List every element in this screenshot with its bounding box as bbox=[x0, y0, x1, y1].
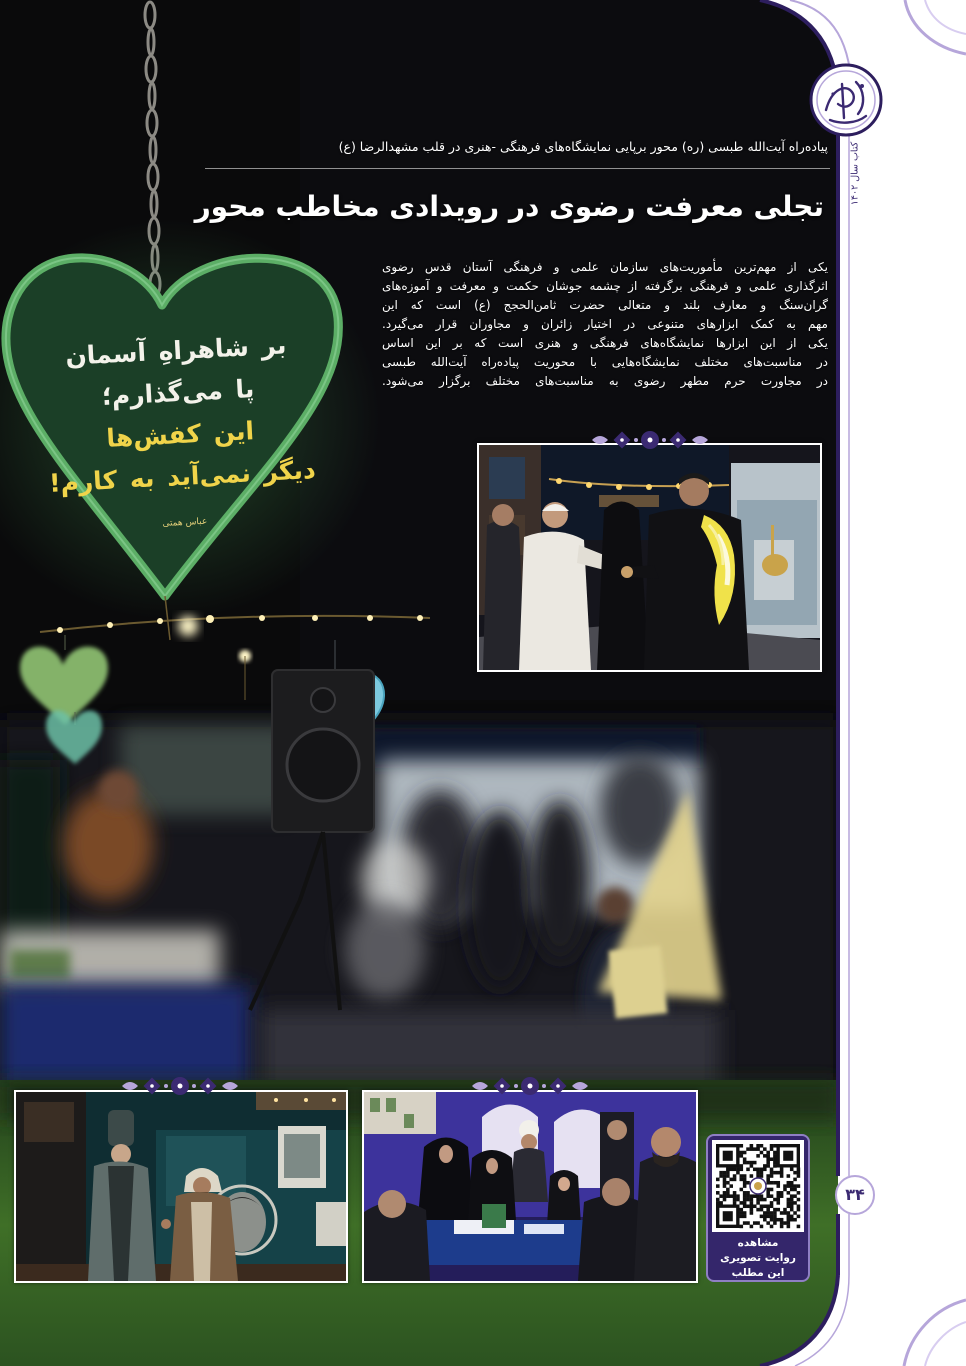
body-line: مهم به کمک ابزارهای متنوعی در اختیار زائران و مجاوران قرار می‌گیرد. bbox=[382, 317, 828, 331]
magazine-logo bbox=[811, 65, 881, 135]
exhibition-booths bbox=[0, 720, 840, 1120]
body-line: یکی از مهم‌ترین مأموریت‌های سازمان علمی و فرهنگی آستان قدس رضوی bbox=[382, 260, 828, 274]
photo-gift-giving bbox=[477, 443, 822, 672]
photo-ornament bbox=[588, 430, 712, 450]
article-body bbox=[382, 258, 828, 391]
body-line: یکی از این ابزارها نمایشگاه‌های فرهنگی و هنری است که بر این اساس bbox=[382, 336, 828, 350]
poem-line-2: پا می‌گذارم؛ bbox=[101, 374, 255, 412]
kicker-divider bbox=[205, 168, 830, 169]
body-line: اثرگذاری علمی و فرهنگی برگرفته از چشمه جوشان حکمت و معرفت و آموزه‌های bbox=[382, 279, 828, 293]
heart-sign-poem bbox=[20, 322, 340, 538]
photo-theatre-performance bbox=[14, 1090, 348, 1283]
article-title: تجلی معرفت رضوی در رویدادی مخاطب محور bbox=[194, 190, 824, 223]
article-kicker: پیاده‌راه آیت‌الله طبسی (ره) محور برپایی نمایشگاه‌های فرهنگی -هنری در قلب مشهدالرضا (ع) bbox=[338, 139, 828, 154]
poem-author: عباس همتی bbox=[162, 516, 208, 530]
qr-caption-line: روایت تصویری bbox=[720, 1252, 796, 1264]
photo-ornament bbox=[118, 1076, 242, 1096]
book-label: کتاب سال ۱۴۰۲ bbox=[849, 141, 861, 206]
body-line: در مناسبت‌های مختلف نمایشگاه‌هایی با محوریت پیاده‌راه آیت‌الله طبسی bbox=[382, 355, 828, 369]
qr-caption-line: این مطلب bbox=[731, 1267, 785, 1279]
photo-booth-visitors bbox=[362, 1090, 698, 1283]
body-line: گران‌سنگ و معارف بلند و متعالی حضرت ثامن‌الحجج (ع) است که این bbox=[382, 298, 828, 312]
qr-caption bbox=[708, 1236, 808, 1281]
qr-caption-line: مشاهده bbox=[737, 1237, 779, 1249]
poem-line-4: دیگر نمی‌آید به کارم! bbox=[48, 454, 317, 498]
qr-panel[interactable] bbox=[706, 1134, 810, 1282]
poem-line-1: بر شاهراهِ آسمان bbox=[64, 330, 288, 371]
poem-line-3: این کفش‌ها bbox=[105, 416, 255, 453]
body-line: در مجاورت حرم مطهر رضوی به مناسبت‌های مختلف برگزار می‌شود. bbox=[382, 374, 828, 388]
photo-ornament bbox=[468, 1076, 592, 1096]
page-number: ۳۴ bbox=[835, 1175, 875, 1215]
qr-code-icon[interactable] bbox=[712, 1140, 804, 1232]
